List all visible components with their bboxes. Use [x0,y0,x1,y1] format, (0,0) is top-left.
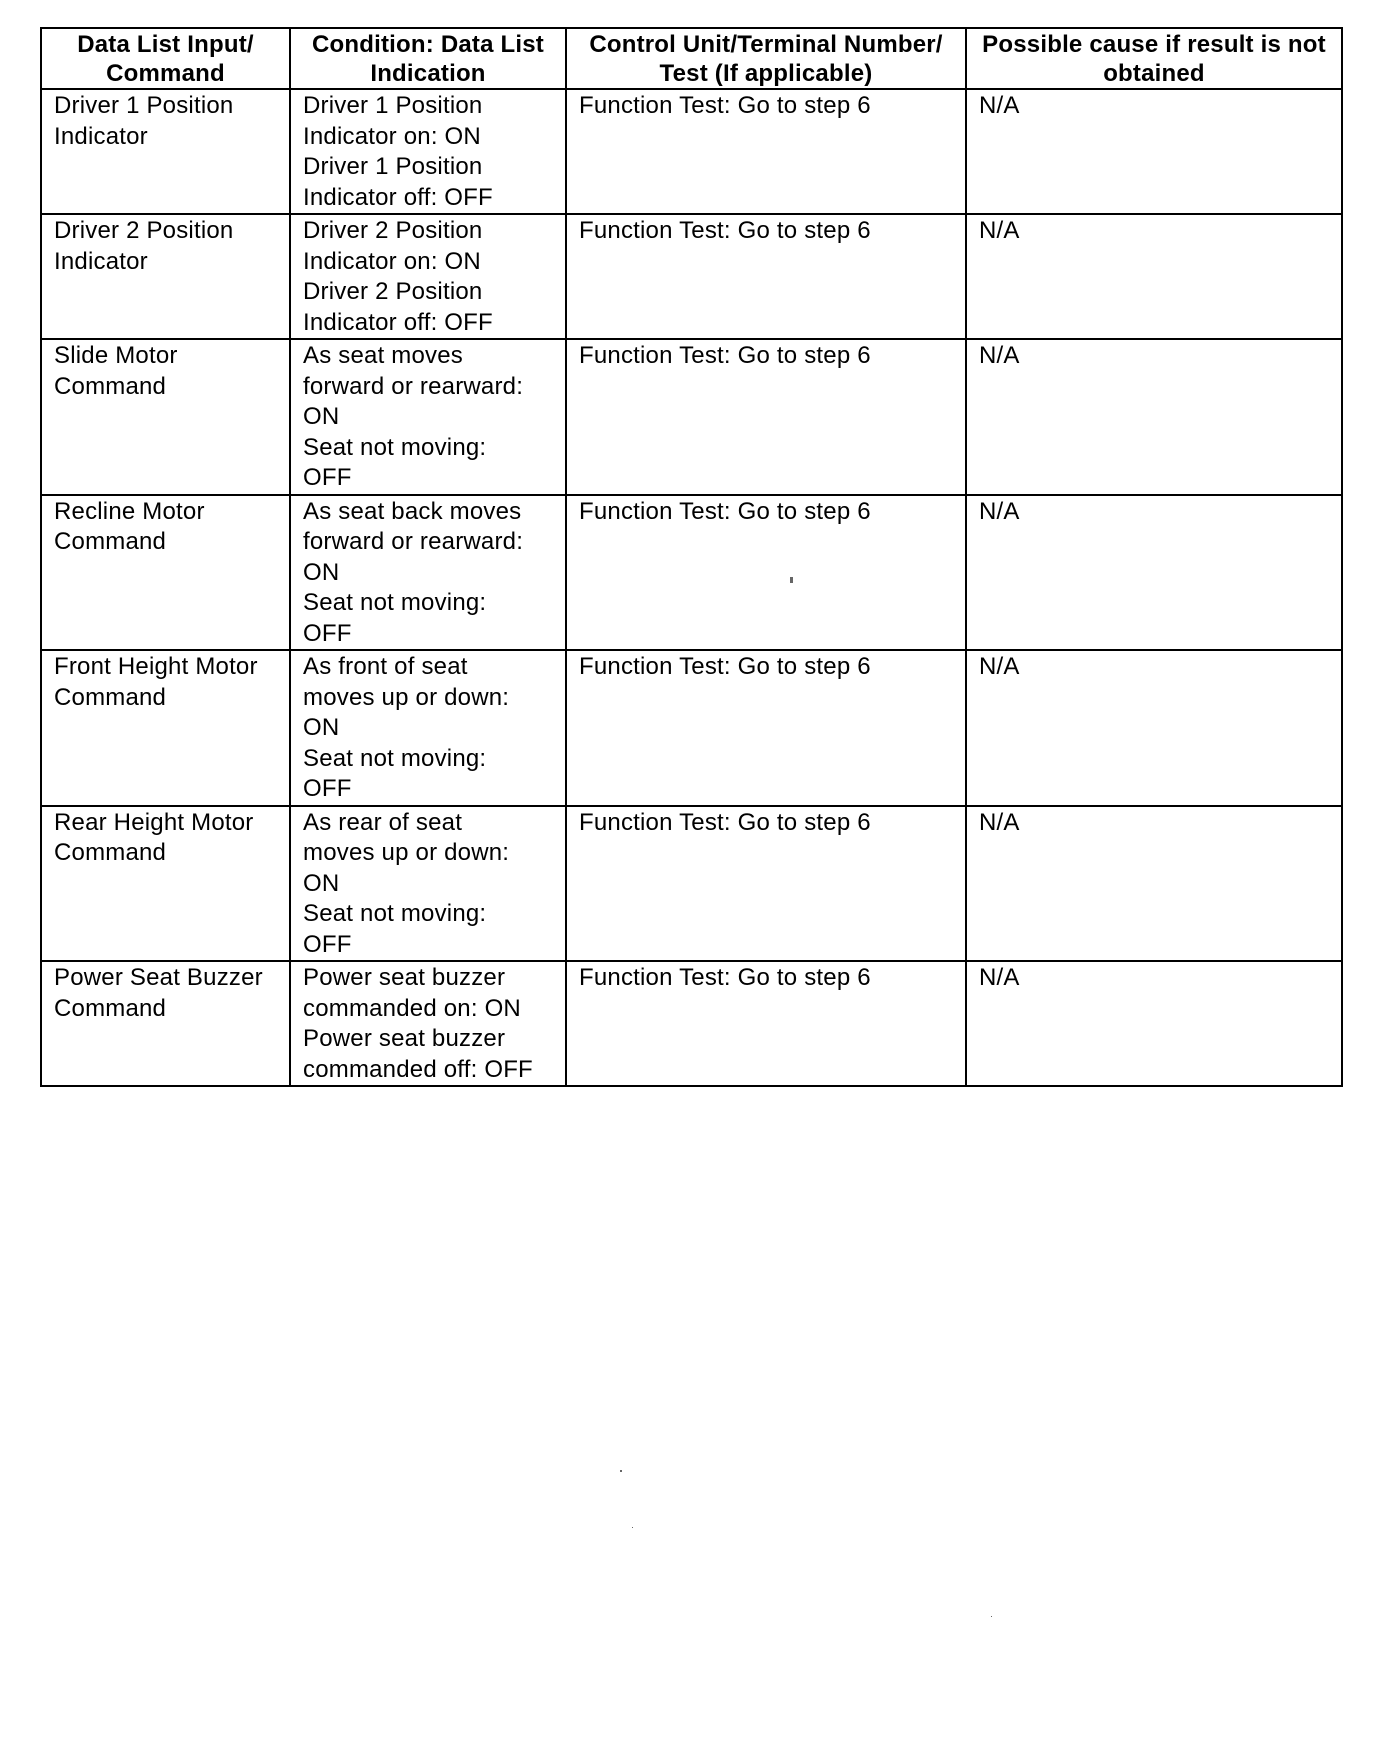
cell-text-line: OFF [303,775,352,802]
table-row [41,495,1342,651]
data-list-table [40,27,1343,1087]
scan-speck [620,1470,622,1472]
test-cell [566,650,966,806]
cell-text-line: Driver 1 Position [303,153,483,180]
cause-cell [966,495,1342,651]
cell-text-line: Front Height Motor [54,653,258,680]
test-cell [566,214,966,339]
cell-text-line: Command [54,839,167,866]
cell-text-line: moves up or down: [303,839,510,866]
cell-text-line: N/A [979,217,1020,244]
header-data-list-input [41,28,290,89]
cause-cell [966,806,1342,962]
cell-text-line: OFF [303,464,352,491]
cell-text-line: Indicator [54,247,148,275]
cell-text-line: N/A [979,342,1020,369]
cell-text-line: Rear Height Motor [54,808,254,836]
header-text-line: Data List Input/ [77,31,254,58]
header-text-line: Control Unit/Terminal Number/ [589,31,943,58]
cell-text-line: As rear of seat [303,808,463,836]
condition-cell [290,214,566,339]
cell-text-line: Indicator off: OFF [303,308,493,336]
test-cell [566,806,966,962]
cell-text-line: N/A [979,92,1020,119]
table-row [41,650,1342,806]
cell-text-line: As seat moves [303,342,463,369]
cell-text-line: Driver 2 Position [303,278,483,305]
cell-text-line: Seat not moving: [303,589,487,616]
cell-text-line: forward or rearward: [303,372,524,400]
header-text-line: obtained [1103,60,1205,87]
cell-text-line: Seat not moving: [303,433,487,461]
cell-text-line: Function Test: Go to step 6 [579,964,871,991]
cell-text-line: commanded off: OFF [303,1055,533,1083]
condition-cell [290,89,566,214]
cause-cell [966,214,1342,339]
cell-text-line: commanded on: ON [303,994,521,1022]
cause-cell [966,650,1342,806]
cell-text-line: Command [54,528,167,555]
cell-text-line: Command [54,994,167,1022]
cell-text-line: moves up or down: [303,683,510,711]
cell-text-line: Function Test: Go to step 6 [579,497,871,525]
table-row [41,806,1342,962]
input-cell [41,495,290,651]
cell-text-line: N/A [979,497,1020,525]
cell-text-line: OFF [303,619,352,647]
scan-speck [632,1527,633,1528]
test-cell [566,339,966,495]
cell-text-line: Driver 1 Position [303,92,483,119]
scan-speck [790,577,793,583]
table-row [41,89,1342,214]
cell-text-line: Function Test: Go to step 6 [579,92,871,119]
cell-text-line: Power seat buzzer [303,1025,506,1052]
cell-text-line: ON [303,558,340,586]
cell-text-line: Seat not moving: [303,744,487,772]
cell-text-line: As seat back moves [303,497,522,525]
cell-text-line: N/A [979,964,1020,991]
table-row [41,961,1342,1086]
header-condition [290,28,566,89]
header-text-line: Possible cause if result is not [982,31,1326,58]
cell-text-line: OFF [303,930,352,958]
cell-text-line: Indicator [54,122,148,150]
cell-text-line: ON [303,714,340,741]
cell-text-line: Driver 2 Position [54,217,234,244]
cell-text-line: Driver 2 Position [303,217,483,244]
cell-text-line: Slide Motor [54,342,178,369]
cell-text-line: Indicator on: ON [303,122,481,150]
cell-text-line: Indicator off: OFF [303,183,493,211]
condition-cell [290,961,566,1086]
cell-text-line: N/A [979,653,1020,680]
cell-text-line: Indicator on: ON [303,247,481,275]
cell-text-line: Power seat buzzer [303,964,506,991]
cell-text-line: Power Seat Buzzer [54,964,263,991]
cell-text-line: Function Test: Go to step 6 [579,808,871,836]
cell-text-line: Function Test: Go to step 6 [579,653,871,680]
cell-text-line: ON [303,869,340,897]
condition-cell [290,650,566,806]
cell-text-line: Command [54,683,167,711]
condition-cell [290,339,566,495]
table-header-row [41,28,1342,89]
header-text-line: Indication [370,60,486,87]
cell-text-line: N/A [979,808,1020,836]
input-cell [41,650,290,806]
cell-text-line: ON [303,403,340,430]
header-text-line: Test (If applicable) [659,60,873,87]
input-cell [41,961,290,1086]
scan-speck [991,1616,992,1617]
cell-text-line: Function Test: Go to step 6 [579,217,871,244]
cell-text-line: Driver 1 Position [54,92,234,119]
header-control-unit-test [566,28,966,89]
cell-text-line: Command [54,372,167,400]
cell-text-line: Function Test: Go to step 6 [579,342,871,369]
cell-text-line: As front of seat [303,653,468,680]
header-text-line: Command [106,60,225,87]
input-cell [41,339,290,495]
condition-cell [290,806,566,962]
cell-text-line: Seat not moving: [303,900,487,927]
input-cell [41,89,290,214]
header-possible-cause [966,28,1342,89]
input-cell [41,214,290,339]
document-page [40,27,1341,1087]
test-cell [566,495,966,651]
table-row [41,339,1342,495]
header-text-line: Condition: Data List [312,31,544,58]
test-cell [566,89,966,214]
test-cell [566,961,966,1086]
cause-cell [966,961,1342,1086]
cause-cell [966,89,1342,214]
table-row [41,214,1342,339]
cell-text-line: forward or rearward: [303,528,524,555]
cause-cell [966,339,1342,495]
input-cell [41,806,290,962]
condition-cell [290,495,566,651]
cell-text-line: Recline Motor [54,497,205,525]
